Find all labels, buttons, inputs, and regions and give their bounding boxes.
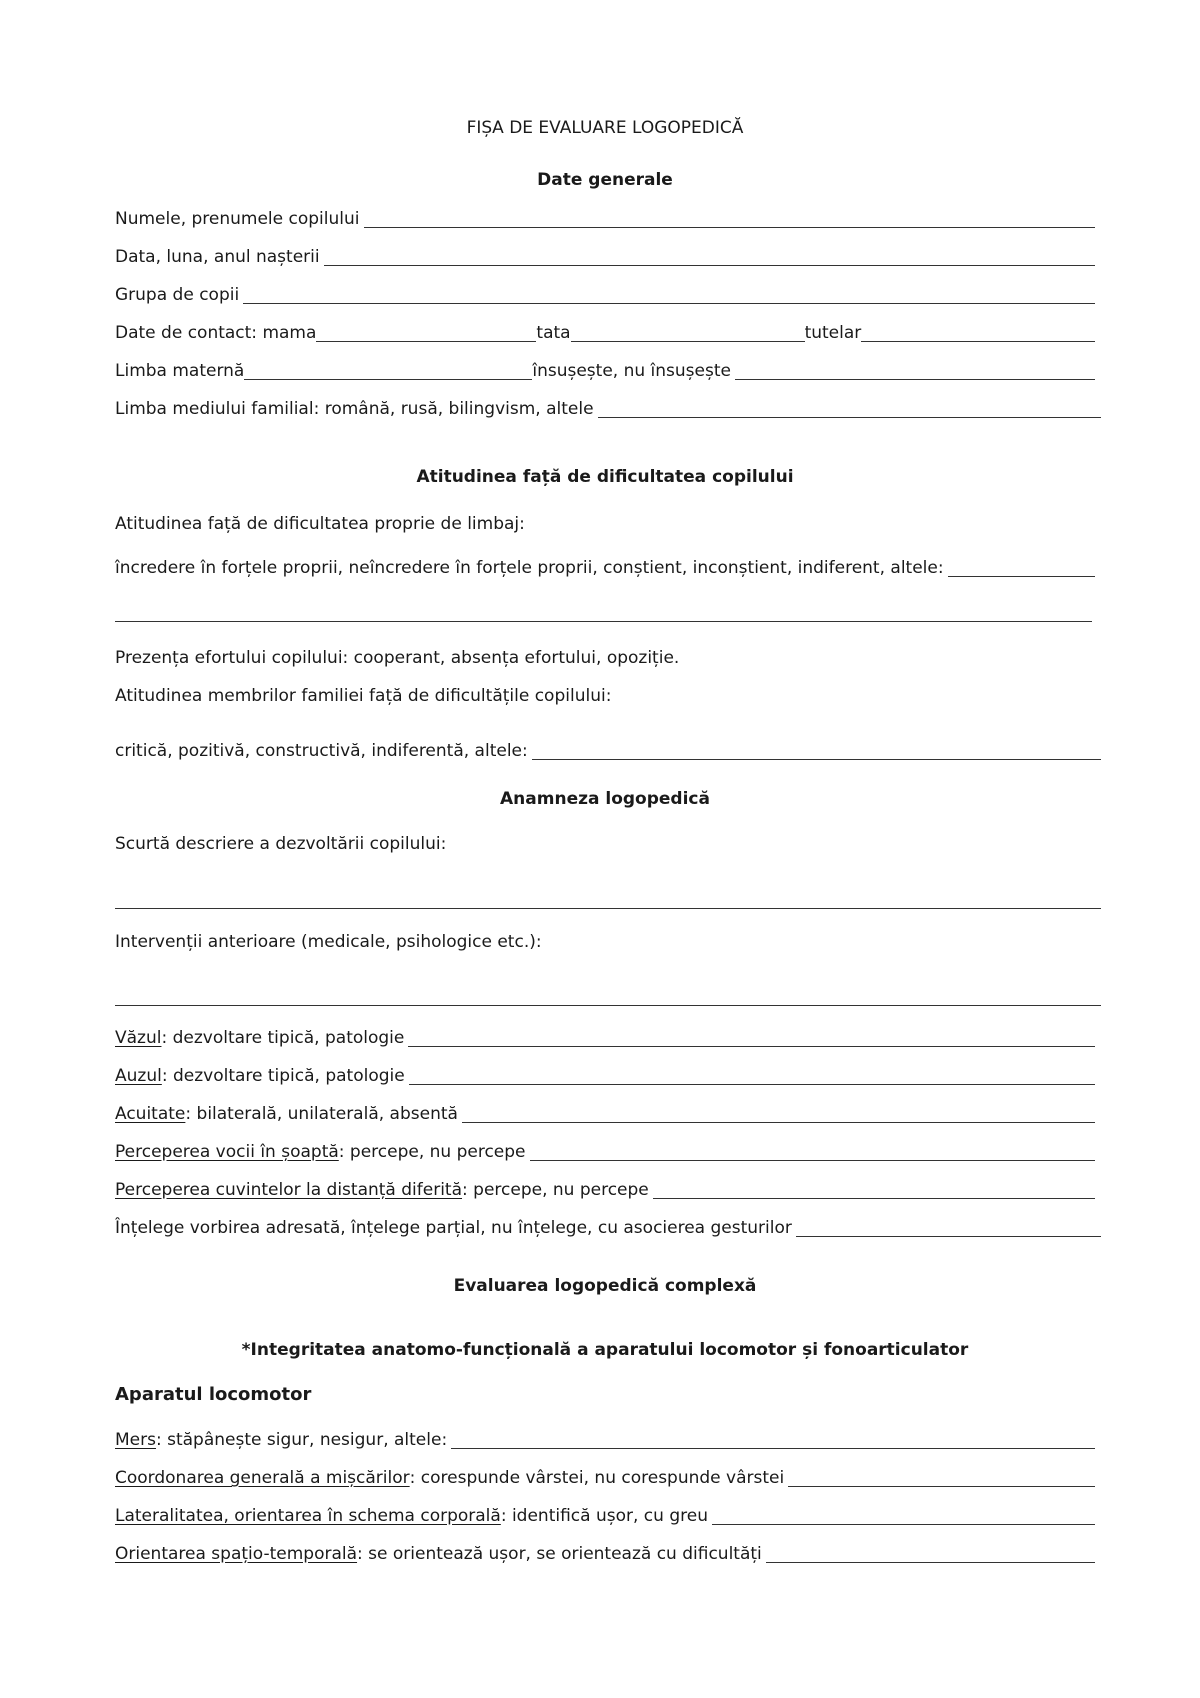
development-label: Scurtă descriere a dezvoltării copilului: — [115, 834, 447, 854]
section-evaluation-heading: Evaluarea logopedică complexă — [453, 1276, 757, 1296]
sight-row — [115, 1025, 1095, 1051]
family-attitude-options: critică, pozitivă, constructivă, indiferentă, altele: — [115, 741, 528, 761]
hearing-term: Auzul — [115, 1066, 162, 1086]
walk-term: Mers — [115, 1430, 156, 1450]
walk-row — [115, 1427, 1095, 1453]
contact-guardian-field[interactable] — [861, 341, 1095, 342]
birth-date-row — [115, 244, 1095, 270]
coordination-row — [115, 1465, 1095, 1491]
hearing-row — [115, 1063, 1095, 1089]
contact-row — [115, 320, 1095, 346]
section-anamnesis-heading: Anamneza logopedică — [500, 789, 710, 809]
form-title: FIȘA DE EVALUARE LOGOPEDICĂ — [466, 118, 744, 138]
orientation-term: Orientarea spațio-temporală — [115, 1544, 358, 1564]
distance-options: : percepe, nu percepe — [462, 1180, 649, 1200]
mother-tongue-label: Limba maternă — [115, 361, 245, 381]
sight-field[interactable] — [408, 1046, 1095, 1047]
group-row — [115, 282, 1095, 308]
acuity-row — [115, 1101, 1095, 1127]
orientation-row — [115, 1541, 1095, 1567]
child-name-label: Numele, prenumele copilului — [115, 209, 360, 229]
coordination-term: Coordonarea generală a mișcărilor — [115, 1468, 410, 1488]
understanding-options: Înțelege vorbirea adresată, înțelege parțial, nu înțelege, cu asocierea gesturilor — [115, 1218, 792, 1238]
own-attitude-options: încredere în forțele proprii, neîncredere în forțele proprii, conștient, inconștient, indiferent, altele: — [115, 558, 944, 578]
own-attitude-field[interactable] — [948, 576, 1095, 577]
contact-guardian-label: tutelar — [804, 323, 862, 343]
own-attitude-extra-line[interactable] — [115, 621, 1092, 622]
child-name-row — [115, 206, 1095, 232]
mother-tongue-row — [115, 358, 1095, 384]
contact-father-field[interactable] — [571, 341, 805, 342]
own-attitude-options-row — [115, 555, 1095, 581]
sight-term: Văzul — [115, 1028, 162, 1048]
family-attitude-field[interactable] — [532, 759, 1101, 760]
development-field[interactable] — [115, 908, 1101, 909]
acuity-term: Acuitate — [115, 1104, 186, 1124]
group-label: Grupa de copii — [115, 285, 240, 305]
contact-mother-label: Date de contact: mama — [115, 323, 317, 343]
understanding-row — [115, 1215, 1101, 1241]
family-attitude-label: Atitudinea membrilor familiei față de dificultățile copilului: — [115, 686, 612, 706]
section-integrity-heading: *Integritatea anatomo-funcțională a aparatului locomotor și fonoarticulator — [241, 1340, 969, 1360]
interventions-label: Intervenții anterioare (medicale, psihologice etc.): — [115, 932, 542, 952]
hearing-options: : dezvoltare tipică, patologie — [161, 1066, 405, 1086]
laterality-row — [115, 1503, 1095, 1529]
laterality-field[interactable] — [712, 1524, 1095, 1525]
family-language-row — [115, 396, 1101, 422]
evaluation-form — [115, 0, 1095, 1698]
laterality-term: Lateralitatea, orientarea în schema corporală — [115, 1506, 501, 1526]
laterality-options: : identifică ușor, cu greu — [500, 1506, 708, 1526]
acquires-label: însușește, nu însușește — [532, 361, 731, 381]
coordination-options: : corespunde vârstei, nu corespunde vârstei — [409, 1468, 785, 1488]
whisper-term: Perceperea vocii în șoaptă — [115, 1142, 339, 1162]
contact-mother-field[interactable] — [316, 341, 536, 342]
contact-father-label: tata — [536, 323, 571, 343]
family-language-label: Limba mediului familial: română, rusă, bilingvism, altele — [115, 399, 594, 419]
understanding-field[interactable] — [796, 1236, 1101, 1237]
group-field[interactable] — [243, 303, 1095, 304]
walk-options: : stăpânește sigur, nesigur, altele: — [155, 1430, 448, 1450]
distance-field[interactable] — [653, 1198, 1095, 1199]
child-effort-text: Prezența efortului copilului: cooperant, absența efortului, opoziție. — [115, 648, 680, 668]
walk-field[interactable] — [451, 1448, 1095, 1449]
section-general-heading: Date generale — [537, 170, 673, 190]
birth-date-label: Data, luna, anul nașterii — [115, 247, 320, 267]
own-attitude-label: Atitudinea față de dificultatea proprie de limbaj: — [115, 514, 525, 534]
whisper-field[interactable] — [530, 1160, 1095, 1161]
distance-row — [115, 1177, 1095, 1203]
interventions-field[interactable] — [115, 1005, 1101, 1006]
birth-date-field[interactable] — [324, 265, 1095, 266]
acuity-options: : bilaterală, unilaterală, absentă — [185, 1104, 458, 1124]
distance-term: Perceperea cuvintelor la distanță diferită — [115, 1180, 463, 1200]
child-name-field[interactable] — [364, 227, 1096, 228]
family-language-field[interactable] — [598, 417, 1101, 418]
whisper-row — [115, 1139, 1095, 1165]
mother-tongue-field[interactable] — [244, 379, 532, 380]
acquires-field[interactable] — [735, 379, 1095, 380]
hearing-field[interactable] — [409, 1084, 1095, 1085]
orientation-field[interactable] — [766, 1562, 1095, 1563]
family-attitude-options-row — [115, 738, 1101, 764]
whisper-options: : percepe, nu percepe — [338, 1142, 526, 1162]
section-locomotor-heading: Aparatul locomotor — [115, 1384, 312, 1405]
sight-options: : dezvoltare tipică, patologie — [161, 1028, 405, 1048]
orientation-options: : se orientează ușor, se orientează cu dificultăți — [357, 1544, 762, 1564]
coordination-field[interactable] — [788, 1486, 1095, 1487]
section-attitude-heading: Atitudinea față de dificultatea copilului — [416, 467, 794, 487]
acuity-field[interactable] — [462, 1122, 1095, 1123]
